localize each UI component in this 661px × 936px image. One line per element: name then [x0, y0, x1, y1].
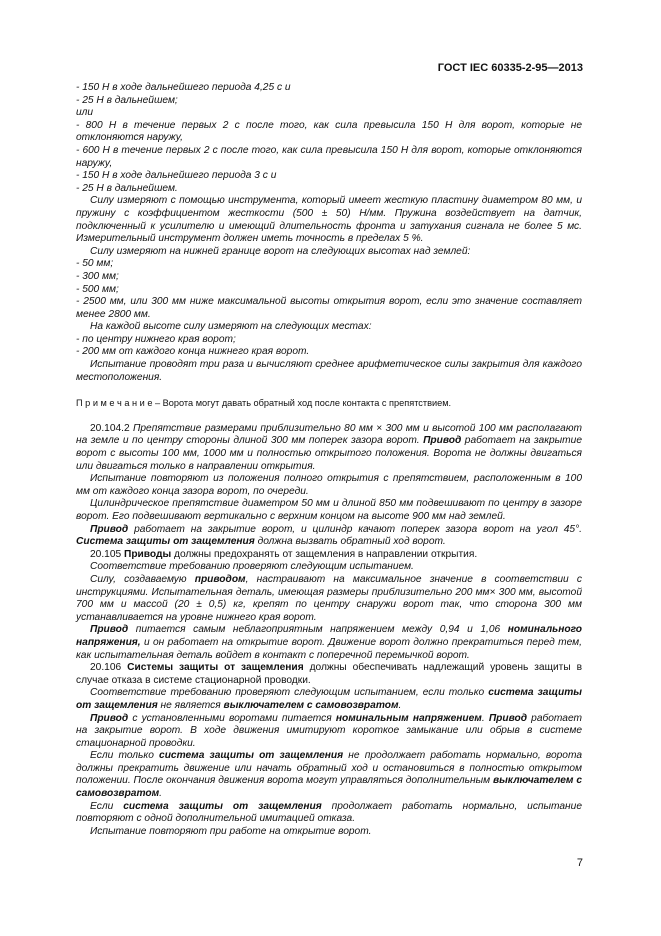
text-run: П р и м е ч а н и е – Ворота могут давать обратный ход после контакта с препятствием.	[76, 398, 452, 409]
text-run: , настраивают на максимальное значение в соответствии с инструкциями. Испытательная деталь, имеющая размеры приблизительно 200 мм× 300 мм, высотой 700 мм и массой (20 ± 0,5) кг, крепят по центру снаружи ворот так, что сторона 300 мм устанавливается на уровне нижнего края ворот.	[76, 573, 582, 623]
paragraph	[76, 713, 582, 751]
text-run: Испытание повторяют при работе на открытие ворот.	[90, 825, 372, 837]
text-run: - 50 мм;	[76, 258, 114, 270]
paragraph	[76, 321, 582, 334]
list-item	[76, 82, 582, 95]
list-item	[76, 284, 582, 297]
text-run: - 25 Н в дальнейшем;	[76, 94, 178, 106]
defined-term: Привод	[90, 624, 129, 636]
paragraph	[76, 359, 582, 384]
clause-20-104-2	[76, 423, 582, 473]
defined-term: Привод	[488, 712, 528, 724]
text-run: не является	[157, 699, 224, 711]
paragraph	[76, 246, 582, 259]
defined-term: Привод	[90, 712, 129, 724]
standard-header: ГОСТ IEC 60335-2-95—2013	[437, 62, 583, 74]
paragraph	[76, 826, 582, 839]
defined-term: номинального напряжения,	[76, 624, 582, 648]
text-run: работает на закрытие ворот. В ходе движения имитируют короткое замыкание или обрыв в системе стационарной проводки.	[76, 712, 582, 749]
text-run: - 25 Н в дальнейшем.	[76, 182, 178, 194]
defined-term: Привод	[90, 523, 129, 535]
text-run: питается самым неблагоприятным напряжением между 0,94 и 1,06	[128, 624, 508, 636]
paragraph	[76, 750, 582, 800]
defined-term: приводом	[194, 573, 246, 585]
defined-term: система защиты от защемления	[123, 800, 322, 812]
text-run: - 2500 мм, или 300 мм ниже максимальной высоты открытия ворот, если это значение составляет менее 2800 мм.	[76, 296, 582, 320]
text-run: продолжает работать нормально, испытание повторяют с одной дополнительной имитацией отказа.	[76, 800, 582, 825]
defined-term: Системы защиты от защемления	[127, 662, 304, 674]
text-run: Силу измеряют на нижней границе ворот на следующих высотах над землей:	[90, 245, 471, 257]
defined-term: выключателем с самовозвратом	[223, 699, 399, 711]
note	[76, 397, 582, 410]
text-run: Если	[90, 800, 124, 812]
text-run: - 800 Н в течение первых 2 с после того, как сила превысила 150 Н для ворот, которые не отклоняются наружу,	[76, 119, 582, 144]
paragraph	[76, 498, 582, 523]
text-run: не продолжает работать нормально, ворота должны прекратить движение или начать обратный ход и остановиться в полностью открытом положении. После окончания движения ворота могут управляться дополнительным	[76, 750, 582, 787]
clause-20-106	[76, 662, 582, 687]
defined-term: система защиты от защемления	[159, 750, 344, 762]
text-run: - по центру нижнего края ворот;	[76, 333, 236, 345]
text-run: или	[76, 107, 94, 119]
text-run: Соответствие требованию проверяют следующим испытанием, если только	[90, 687, 489, 699]
text-run: с установленными воротами питается	[128, 712, 336, 724]
clause-20-105	[76, 549, 582, 562]
text-run: Соответствие требованию проверяют следующим испытанием.	[90, 561, 414, 573]
text-run: работает на закрытие ворот с высоты 100 мм, 1000 мм и полностью открытого положения. Ворота не должны двигаться или двигаться только в направлении открытия.	[76, 435, 582, 472]
text-run: - 300 мм;	[76, 270, 119, 282]
list-item	[76, 346, 582, 359]
paragraph	[76, 473, 582, 498]
clause-number: 20.106	[90, 662, 128, 674]
list-item	[76, 334, 582, 347]
list-item	[76, 258, 582, 271]
paragraph	[76, 687, 582, 712]
list-item	[76, 95, 582, 108]
text-run: Силу, создаваемую	[90, 573, 195, 585]
page-number: 7	[576, 857, 583, 869]
defined-term: Привод	[423, 435, 462, 447]
page-body	[76, 82, 582, 838]
text-run: должны предохранять от защемления в направлении открытия.	[171, 548, 478, 560]
list-item	[76, 145, 582, 170]
paragraph	[76, 561, 582, 574]
text-run: - 600 Н в течение первых 2 с после того, как сила превысила 150 Н для ворот, которые отклоняются наружу,	[76, 144, 582, 169]
list-item	[76, 107, 582, 120]
text-run: .	[159, 788, 162, 800]
text-run: работает на закрытие ворот, и цилиндр качают поперек зазора ворот на угол 45°.	[128, 523, 582, 535]
defined-term: Система защиты от защемления	[76, 536, 255, 548]
text-run: - 200 мм от каждого конца нижнего края ворот.	[76, 346, 310, 358]
list-item	[76, 170, 582, 183]
list-item	[76, 120, 582, 145]
text-run: Испытание проводят три раза и вычисляют среднее арифметическое силы закрытия для каждого местоположения.	[76, 359, 582, 383]
defined-term: выключателем с самовозвратом	[76, 775, 582, 800]
paragraph	[76, 574, 582, 624]
text-run: Если только	[90, 750, 160, 762]
defined-term: Приводы	[124, 548, 172, 560]
text-run: должны обеспечивать надлежащий уровень защиты в случае отказа в системе стационарной проводки.	[76, 662, 582, 686]
text-run: - 500 мм;	[76, 283, 119, 295]
text-run: .	[398, 699, 402, 711]
text-run: должна вызвать обратный ход ворот.	[254, 536, 446, 548]
paragraph	[76, 624, 582, 662]
paragraph	[76, 195, 582, 245]
text-run: Препятствие размерами приблизительно 80 мм × 300 мм и высотой 100 мм располагают на земле и по центру стороны длиной 300 мм поперек зазора ворот.	[76, 422, 582, 447]
list-item	[76, 271, 582, 284]
text-run: - 150 Н в ходе дальнейшего периода 4,25 с и	[76, 82, 291, 93]
text-run: На каждой высоте силу измеряют на следующих местах:	[90, 321, 372, 333]
defined-term: номинальным напряжением	[335, 712, 482, 724]
text-run: - 150 Н в ходе дальнейшего периода 3 с и	[76, 170, 277, 182]
defined-term: система защиты от защемления	[76, 687, 582, 711]
text-run: .	[481, 712, 489, 724]
paragraph	[76, 524, 582, 549]
text-run: и он работает на открытие ворот. Движение ворот должно прекратиться перед тем, как испытательная деталь войдет в контакт с поперечной перемычкой ворот.	[76, 636, 582, 661]
paragraph	[76, 801, 582, 826]
list-item	[76, 296, 582, 321]
text-run: Цилиндрическое препятствие диаметром 50 мм и длиной 850 мм подвешивают по центру в зазоре ворот. Его подвешивают вертикально с верхним концом на высоте 900 мм над землей.	[76, 498, 582, 522]
clause-number: 20.105	[90, 548, 124, 560]
text-run: Силу измеряют с помощью инструмента, который имеет жесткую пластину диаметром 80 мм, и пружину с коэффициентом жесткости (500 ± 50) Н/мм. Пружина воздействует на датчик, подключенный к усилителю и имеющий длительность фронта и затухания сигнала не более 5 мс. Измерительный инструмент должен иметь точность в пределах 5 %.	[76, 195, 582, 245]
clause-number: 20.104.2	[90, 422, 133, 434]
list-item	[76, 183, 582, 196]
text-run: Испытание повторяют из положения полного открытия с препятствием, расположенным в 100 мм от каждого конца зазора ворот, по очереди.	[76, 473, 582, 497]
